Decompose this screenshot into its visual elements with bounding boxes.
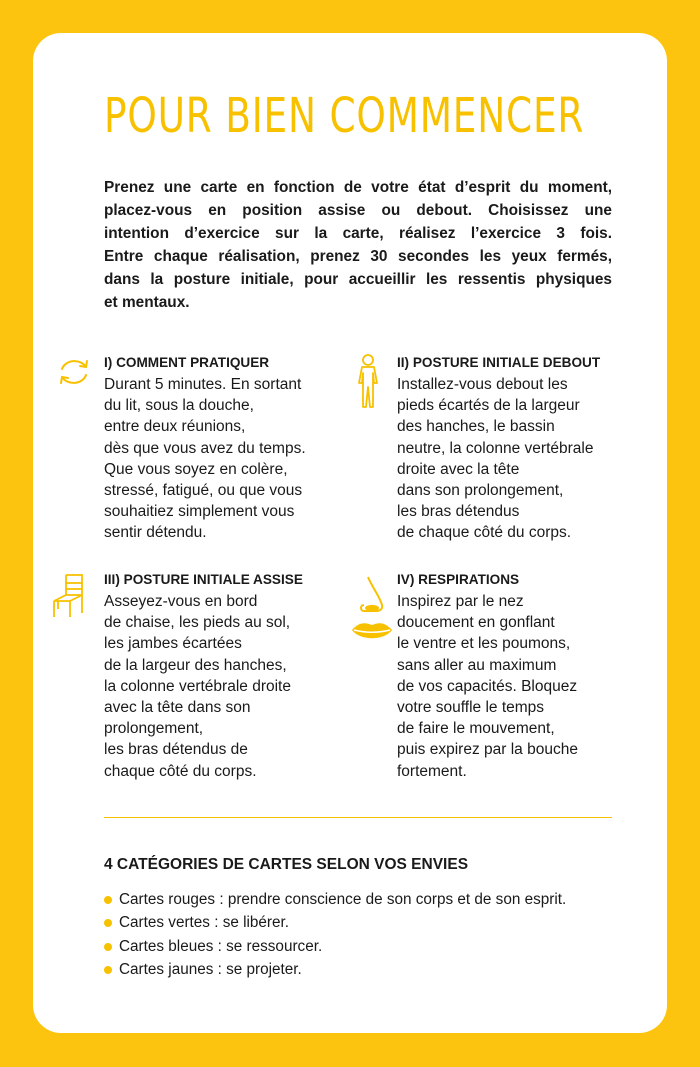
intro-line: Prenez une carte en fonction de votre état d’esprit du moment, bbox=[104, 179, 612, 196]
section-line: Installez-vous debout les bbox=[397, 376, 568, 393]
section-line: dès que vous avez du temps. bbox=[104, 439, 306, 457]
intro-paragraph bbox=[104, 176, 612, 314]
section-line: entre deux réunions, bbox=[104, 418, 246, 436]
list-item: Cartes jaunes : se projeter. bbox=[104, 958, 566, 981]
intro-line: placez-vous en position assise ou debout. Choisissez une bbox=[104, 202, 612, 219]
section-line: pieds écartés de la largeur bbox=[397, 397, 580, 415]
section-line: votre souffle le temps bbox=[397, 699, 545, 717]
section-line: sans aller au maximum bbox=[397, 656, 557, 674]
section-seated-posture bbox=[104, 571, 303, 782]
section-line: la colonne vertébrale droite bbox=[104, 677, 291, 695]
section-line: les bras détendus de bbox=[104, 741, 248, 759]
chair-icon bbox=[50, 573, 86, 619]
section-line: souhaitiez simplement vous bbox=[104, 503, 295, 521]
section-line: du lit, sous la douche, bbox=[104, 397, 254, 415]
section-heading: I) COMMENT PRATIQUER bbox=[104, 355, 270, 370]
section-standing-posture bbox=[397, 354, 600, 544]
section-line: stressé, fatigué, ou que vous bbox=[104, 482, 303, 500]
section-line: de la largeur des hanches, bbox=[104, 656, 287, 674]
section-heading: IV) RESPIRATIONS bbox=[397, 572, 520, 587]
section-line: de vos capacités. Bloquez bbox=[397, 677, 578, 695]
section-line: Que vous soyez en colère, bbox=[104, 460, 288, 478]
categories-heading: 4 CATÉGORIES DE CARTES SELON VOS ENVIES bbox=[104, 856, 469, 873]
section-line: chaque côté du corps. bbox=[104, 762, 257, 780]
section-line: les jambes écartées bbox=[104, 635, 242, 653]
section-line: fortement. bbox=[397, 762, 467, 780]
section-heading: II) POSTURE INITIALE DEBOUT bbox=[397, 355, 601, 370]
section-line: dans son prolongement, bbox=[397, 482, 564, 500]
list-item: Cartes bleues : se ressourcer. bbox=[104, 935, 566, 958]
section-line: Durant 5 minutes. En sortant bbox=[104, 376, 302, 393]
section-line: des hanches, le bassin bbox=[397, 418, 555, 436]
section-line: droite avec la tête bbox=[397, 460, 520, 478]
list-item: Cartes rouges : prendre conscience de son corps et de son esprit. bbox=[104, 888, 566, 911]
section-line: de chaque côté du corps. bbox=[397, 524, 572, 542]
section-line: avec la tête dans son bbox=[104, 699, 251, 717]
section-line: les bras détendus bbox=[397, 503, 520, 521]
standing-person-icon bbox=[356, 352, 380, 410]
divider bbox=[104, 817, 612, 818]
intro-line: et mentaux. bbox=[104, 294, 190, 311]
intro-line: intention d’exercice sur la carte, réalisez l’exercice 3 fois. bbox=[104, 225, 612, 242]
page-title: POUR BIEN COMMENCER bbox=[104, 88, 585, 144]
section-line: puis expirez par la bouche bbox=[397, 741, 578, 759]
section-line: doucement en gonflant bbox=[397, 614, 555, 632]
section-how-to-practice bbox=[104, 354, 306, 544]
section-line: Inspirez par le nez bbox=[397, 593, 524, 610]
intro-line: dans la posture initiale, pour accueillir les ressentis physiques bbox=[104, 271, 612, 288]
section-line: neutre, la colonne vertébrale bbox=[397, 439, 594, 457]
cycle-arrows-icon bbox=[56, 355, 92, 389]
categories-list bbox=[104, 888, 566, 981]
list-item: Cartes vertes : se libérer. bbox=[104, 911, 566, 934]
section-line: de faire le mouvement, bbox=[397, 720, 555, 738]
intro-line: Entre chaque réalisation, prenez 30 secondes les yeux fermés, bbox=[104, 248, 612, 265]
section-line: de chaise, les pieds au sol, bbox=[104, 614, 291, 632]
section-line: Asseyez-vous en bord bbox=[104, 593, 258, 610]
section-heading: III) POSTURE INITIALE ASSISE bbox=[104, 572, 303, 587]
section-line: le ventre et les poumons, bbox=[397, 635, 571, 653]
section-breathing bbox=[397, 571, 578, 782]
section-line: sentir détendu. bbox=[104, 524, 207, 542]
section-line: prolongement, bbox=[104, 720, 204, 738]
nose-mouth-icon bbox=[350, 575, 394, 645]
